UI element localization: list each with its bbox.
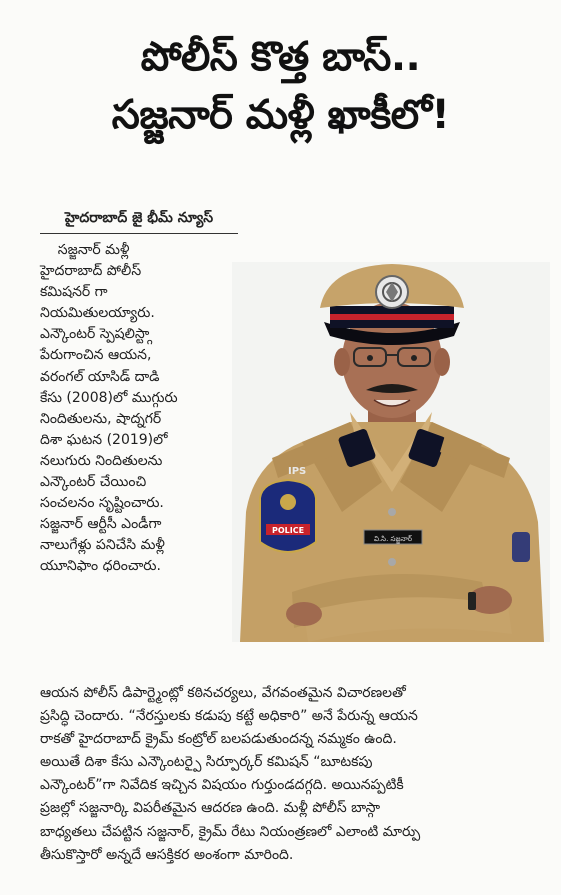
body-line: దిశా ఘటన (2019)లో	[40, 431, 168, 448]
article-column-text	[40, 240, 240, 578]
body-line: ఎన్కౌంటర్ చేయించి	[40, 474, 147, 491]
body-line: పేరుగాంచిన ఆయన,	[40, 347, 152, 364]
body-line: ఆయన పోలీస్ డిపార్ట్మెంట్లో కఠినచర్యలు, వేగవంతమైన విచారణలతో	[40, 685, 406, 701]
body-line: ఎన్కౌంటర్ స్పెషలిస్ట్గా	[40, 326, 153, 343]
body-line: వరంగల్ యాసిడ్ దాడి	[40, 368, 160, 385]
body-line: నలుగురు నిందితులను	[40, 452, 163, 469]
article-wide-text	[40, 682, 545, 867]
epaulette-text: IPS	[288, 466, 307, 477]
body-line: నియమితులయ్యారు.	[40, 305, 155, 322]
police-shoulder-badge-icon	[260, 480, 316, 552]
body-line: యూనిఫాం ధరించారు.	[40, 558, 161, 575]
body-line: కేసు (2008)లో ముగ్గురు	[40, 389, 178, 406]
headline-line-2: సజ్జనార్ మళ్లీ ఖాకీలో!	[111, 92, 450, 138]
body-line: ఎన్కౌంటర్”గా నివేదిక ఇచ్చిన విషయం గుర్తుండదగ్గది. అయినప్పటికీ	[40, 777, 404, 794]
body-line: బాధ్యతలు చేపట్టిన సజ్జనార్, క్రైమ్ రేటు నియంత్రణలో ఎలాంటి మార్పు	[40, 823, 421, 840]
police-emblem-icon	[376, 276, 408, 308]
nameplate-text: వి.సి. సజ్జనార్	[373, 535, 413, 543]
headline	[0, 28, 561, 144]
body-line: కమిషనర్ గా	[40, 284, 108, 301]
body-line: సజ్జనార్ ఆర్టీసీ ఎండీగా	[40, 516, 162, 533]
body-line: అయితే దిశా కేసు ఎన్కౌంటర్పై సిర్పూర్కర్ కమిషన్ “బూటకపు	[40, 754, 373, 771]
body-line: హైదరాబాద్ పోలీస్	[40, 263, 142, 280]
officer-photo	[232, 262, 550, 642]
shoulder-badge-text: POLICE	[271, 526, 305, 535]
body-line: సంచలనం సృష్టించారు.	[40, 495, 164, 512]
body-line: ప్రసిద్ధి చెందారు. “నేరస్తులకు కడుపు కట్టే అధికారి” అనే పేరున్న ఆయన	[40, 708, 418, 725]
body-line: నాలుగేళ్లు పనిచేసి మళ్లీ	[40, 537, 165, 554]
body-line: సజ్జనార్ మళ్లీ	[40, 242, 130, 258]
body-line: నిందితులను, షాద్నగర్	[40, 410, 162, 427]
headline-line-1: పోలీస్ కొత్త బాస్..	[140, 34, 421, 80]
body-line: ప్రజల్లో సజ్జనార్కి విపరీతమైన ఆదరణ ఉంది. మళ్లీ పోలీస్ బాస్గా	[40, 800, 381, 817]
byline: హైదరాబాద్ జై భీమ్ న్యూస్	[40, 208, 238, 234]
body-line: తీసుకొస్తారో అన్నదే ఆసక్తికర అంశంగా మారింది.	[40, 846, 294, 863]
body-line: రాకతో హైదరాబాద్ క్రైమ్ కంట్రోల్ బలపడుతుందన్న నమ్మకం ఉంది.	[40, 731, 397, 748]
